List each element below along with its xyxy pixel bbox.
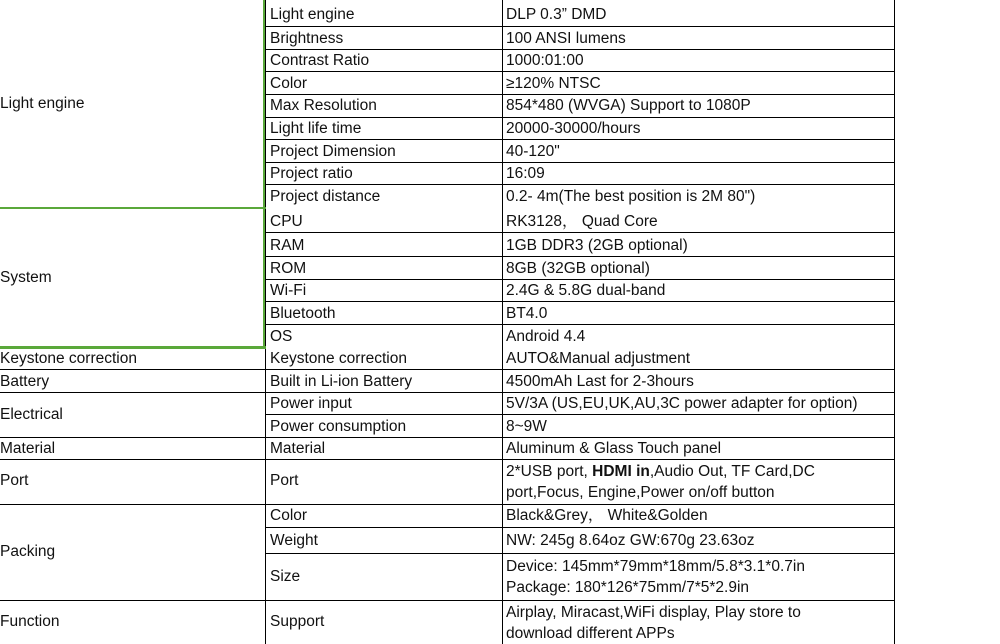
value-light-engine: DLP 0.3” DMD: [506, 6, 607, 23]
value-ram: 1GB DDR3 (2GB optional): [506, 237, 688, 254]
section-line: [0, 600, 895, 601]
value-wifi: 2.4G & 5.8G dual-band: [506, 282, 666, 299]
value-power-consumption: 8~9W: [506, 418, 547, 435]
value-support-line2: download different APPs: [506, 625, 675, 642]
label-brightness: Brightness: [270, 30, 344, 47]
section-keystone: Keystone correction: [0, 350, 137, 367]
label-cpu: CPU: [270, 213, 303, 230]
label-keystone: Keystone correction: [270, 350, 407, 367]
label-ram: RAM: [270, 237, 305, 254]
col-divider-3: [894, 0, 895, 644]
row-line: [265, 94, 895, 95]
label-color: Color: [270, 75, 308, 92]
label-light-engine: Light engine: [270, 6, 355, 23]
value-rom: 8GB (32GB optional): [506, 260, 650, 277]
label-power-input: Power input: [270, 395, 352, 412]
value-size-line1: Device: 145mm*79mm*18mm/5.8*3.1*0.7in: [506, 558, 805, 575]
section-light-engine: Light engine: [0, 95, 85, 112]
value-pack-color: Black&Grey， White&Golden: [506, 507, 708, 524]
row-line: [265, 26, 895, 27]
value-cpu: RK3128， Quad Core: [506, 213, 658, 230]
value-contrast: 1000:01:00: [506, 52, 584, 69]
section-line: [0, 437, 895, 438]
section-line: [0, 459, 895, 460]
row-line: [265, 279, 895, 280]
section-packing: Packing: [0, 543, 56, 560]
value-color: ≥120% NTSC: [506, 75, 601, 92]
section-line: [0, 392, 895, 393]
label-contrast: Contrast Ratio: [270, 52, 370, 69]
row-line: [265, 324, 895, 325]
value-weight: NW: 245g 8.64oz GW:670g 23.63oz: [506, 532, 755, 549]
port-hdmi-text: HDMI in: [592, 463, 650, 480]
value-os: Android 4.4: [506, 328, 586, 345]
section-function: Function: [0, 613, 60, 630]
label-distance: Project distance: [270, 188, 381, 205]
value-max-resolution: 854*480 (WVGA) Support to 1080P: [506, 97, 751, 114]
row-line: [265, 71, 895, 72]
row-line: [265, 527, 895, 528]
value-port-line2: port,Focus, Engine,Power on/off button: [506, 484, 775, 501]
value-dimension: 40-120": [506, 143, 560, 160]
row-line: [265, 184, 895, 185]
section-line: [0, 504, 895, 505]
label-bluetooth: Bluetooth: [270, 305, 336, 322]
value-support-line1: Airplay, Miracast,WiFi display, Play store to: [506, 604, 801, 621]
value-ratio: 16:09: [506, 165, 545, 182]
row-line: [265, 162, 895, 163]
label-os: OS: [270, 328, 293, 345]
row-line: [265, 414, 895, 415]
label-life-time: Light life time: [270, 120, 362, 137]
label-wifi: Wi-Fi: [270, 282, 307, 299]
value-life-time: 20000-30000/hours: [506, 120, 641, 137]
label-rom: ROM: [270, 260, 307, 277]
label-power-consumption: Power consumption: [270, 418, 407, 435]
section-line: [0, 369, 895, 370]
row-line: [265, 256, 895, 257]
col-divider-1: [265, 0, 266, 644]
section-material: Material: [0, 440, 56, 457]
value-bluetooth: BT4.0: [506, 305, 548, 322]
green-border-left: [263, 0, 265, 349]
label-ratio: Project ratio: [270, 165, 353, 182]
port-text-rest: ,Audio Out, TF Card,DC: [649, 463, 815, 480]
value-distance: 0.2- 4m(The best position is 2M 80"): [506, 188, 756, 205]
section-battery: Battery: [0, 373, 50, 390]
green-border-mid: [0, 207, 266, 209]
green-border-bottom: [0, 346, 266, 349]
value-brightness: 100 ANSI lumens: [506, 30, 626, 47]
section-electrical: Electrical: [0, 406, 63, 423]
row-line: [265, 139, 895, 140]
label-dimension: Project Dimension: [270, 143, 396, 160]
value-battery: 4500mAh Last for 2-3hours: [506, 373, 694, 390]
row-line: [265, 117, 895, 118]
value-size-line2: Package: 180*126*75mm/7*5*2.9in: [506, 579, 750, 596]
label-battery: Built in Li-ion Battery: [270, 373, 413, 390]
section-port: Port: [0, 472, 29, 489]
col-divider-2: [502, 0, 503, 644]
section-system: System: [0, 269, 52, 286]
row-line: [265, 232, 895, 233]
label-port: Port: [270, 472, 299, 489]
value-power-input: 5V/3A (US,EU,UK,AU,3C power adapter for option): [506, 395, 858, 412]
port-text: 2*USB port,: [506, 463, 593, 480]
label-material: Material: [270, 440, 326, 457]
label-max-resolution: Max Resolution: [270, 97, 377, 114]
value-keystone: AUTO&Manual adjustment: [506, 350, 691, 367]
label-pack-color: Color: [270, 507, 308, 524]
value-port-line1: [506, 461, 815, 482]
value-material: Aluminum & Glass Touch panel: [506, 440, 722, 457]
row-line: [265, 301, 895, 302]
label-size: Size: [270, 568, 301, 585]
label-support: Support: [270, 613, 325, 630]
label-weight: Weight: [270, 532, 318, 549]
row-line: [265, 49, 895, 50]
row-line: [265, 553, 895, 554]
